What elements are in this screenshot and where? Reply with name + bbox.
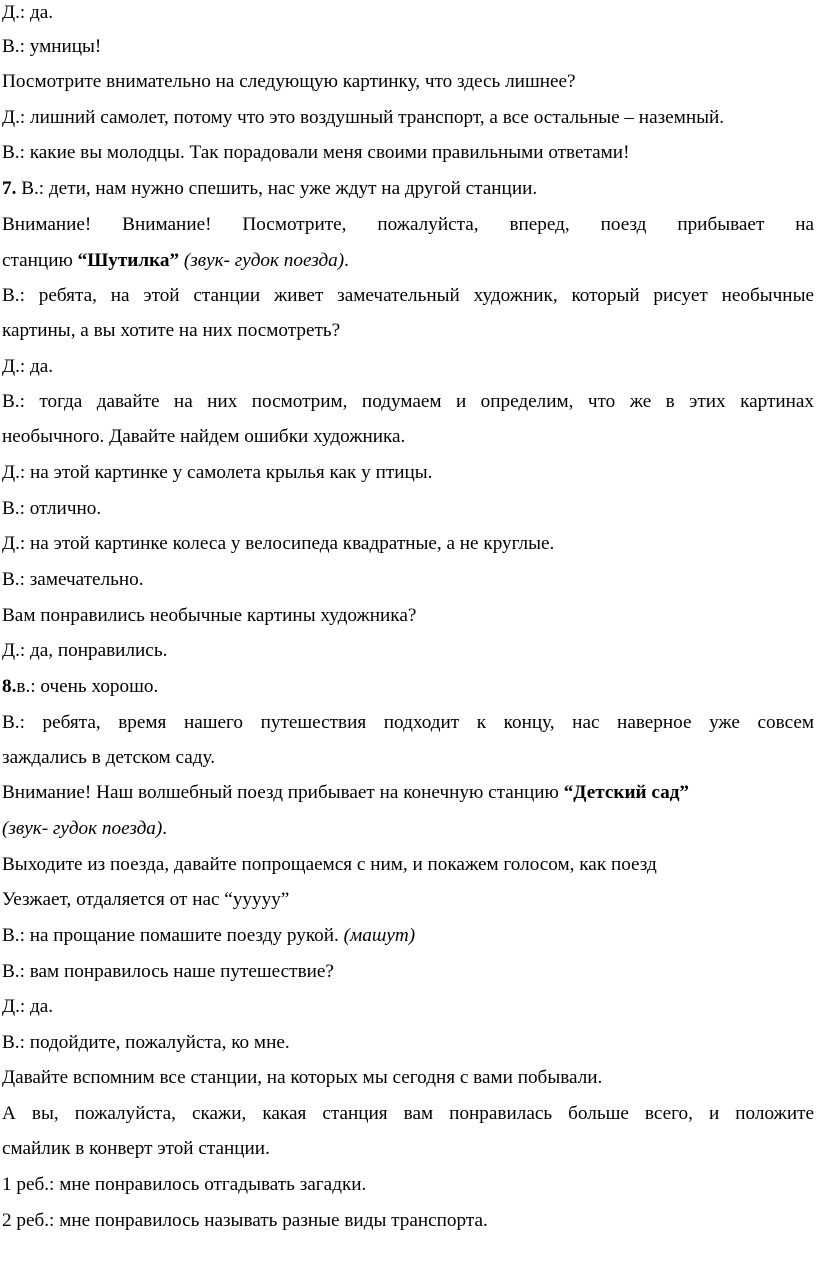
text-line <box>2 747 215 769</box>
text-span: Д.: да. <box>2 2 54 23</box>
bold-text: “Детский сад” <box>563 782 690 803</box>
text-span: В.: на прощание помашите поезду рукой. <box>2 925 344 946</box>
text-line <box>2 178 537 200</box>
text-span: в.: очень хорошо. <box>16 676 159 697</box>
text-span: В.: ребята, время нашего путешествия подходит к концу, нас наверное уже совсем <box>2 712 814 733</box>
text-span: В.: дети, нам нужно спешить, нас уже ждут на другой станции. <box>16 178 538 199</box>
text-line <box>2 36 101 58</box>
text-line <box>2 605 416 627</box>
text-line <box>2 142 629 164</box>
text-span: В.: тогда давайте на них посмотрим, подумаем и определим, что же в этих картинах <box>2 391 814 412</box>
text-line <box>2 533 554 555</box>
text-line <box>2 356 53 378</box>
bold-text: 7. <box>2 178 17 199</box>
text-line <box>2 854 657 876</box>
text-line <box>2 640 167 662</box>
text-span: Д.: лишний самолет, потому что это воздушный транспорт, а все остальные – наземный. <box>2 107 725 128</box>
text-line <box>2 285 814 307</box>
text-span: Уезжает, отдаляется от нас “ууууу” <box>2 889 290 910</box>
text-line <box>2 250 349 272</box>
text-span: Посмотрите внимательно на следующую картинку, что здесь лишнее? <box>2 71 576 92</box>
text-span: В.: какие вы молодцы. Так порадовали меня своими правильными ответами! <box>2 142 630 163</box>
bold-text: “Шутилка” <box>77 250 180 271</box>
text-span: В.: замечательно. <box>2 569 144 590</box>
bold-text: 8. <box>2 676 17 697</box>
text-line <box>2 818 167 840</box>
text-line <box>2 1067 602 1089</box>
text-span: Вам понравились необычные картины художника? <box>2 605 417 626</box>
text-line <box>2 782 689 804</box>
text-span: В.: умницы! <box>2 36 102 57</box>
italic-text: (звук- гудок поезда) <box>2 818 163 839</box>
text-line <box>2 1138 270 1160</box>
text-line <box>2 426 405 448</box>
text-span: . <box>162 818 168 839</box>
text-span: 1 реб.: мне понравилось отгадывать загадки. <box>2 1174 367 1195</box>
text-span: . <box>344 250 349 271</box>
text-line <box>2 71 576 93</box>
text-span: Давайте вспомним все станции, на которых мы сегодня с вами побывали. <box>2 1067 603 1088</box>
text-line <box>2 996 53 1018</box>
text-span: Выходите из поезда, давайте попрощаемся с ним, и покажем голосом, как поезд <box>2 854 657 875</box>
text-line <box>2 1103 814 1125</box>
text-line <box>2 961 334 983</box>
text-line <box>2 676 158 698</box>
text-line <box>2 320 340 342</box>
text-line <box>2 925 415 947</box>
text-line <box>2 569 144 591</box>
text-span: А вы, пожалуйста, скажи, какая станция вам понравилась больше всего, и положите <box>2 1103 814 1124</box>
text-line <box>2 889 289 911</box>
text-line <box>2 498 101 520</box>
text-span: Внимание! Наш волшебный поезд прибывает на конечную станцию <box>2 782 564 803</box>
text-line <box>2 214 814 236</box>
text-line <box>2 107 724 129</box>
text-span: В.: подойдите, пожалуйста, ко мне. <box>2 1032 290 1053</box>
italic-text: (машут) <box>343 925 416 946</box>
text-line <box>2 391 814 413</box>
text-span: В.: вам понравилось наше путешествие? <box>2 961 334 982</box>
text-span: Д.: да, понравились. <box>2 640 168 661</box>
text-span: необычного. Давайте найдем ошибки художника. <box>2 426 406 447</box>
text-line <box>2 462 432 484</box>
text-span: В.: ребята, на этой станции живет замечательный художник, который рисует необычные <box>2 285 814 306</box>
text-span: Д.: на этой картинке у самолета крылья как у птицы. <box>2 462 433 483</box>
text-span: смайлик в конверт этой станции. <box>2 1138 270 1159</box>
text-span: картины, а вы хотите на них посмотреть? <box>2 320 341 341</box>
text-line <box>2 1174 366 1196</box>
text-line <box>2 2 53 24</box>
text-line <box>2 1210 488 1232</box>
text-span: В.: отлично. <box>2 498 102 519</box>
text-span: Внимание! Внимание! Посмотрите, пожалуйста, вперед, поезд прибывает на <box>2 214 814 235</box>
text-span: Д.: да. <box>2 996 54 1017</box>
text-span: заждались в детском саду. <box>2 747 215 768</box>
text-span: Д.: да. <box>2 356 54 377</box>
text-span: Д.: на этой картинке колеса у велосипеда квадратные, а не круглые. <box>2 533 555 554</box>
text-line <box>2 1032 290 1054</box>
text-span: 2 реб.: мне понравилось называть разные виды транспорта. <box>2 1210 488 1231</box>
italic-text: (звук- гудок поезда) <box>179 250 345 271</box>
text-span: станцию <box>2 250 78 271</box>
text-line <box>2 712 814 734</box>
